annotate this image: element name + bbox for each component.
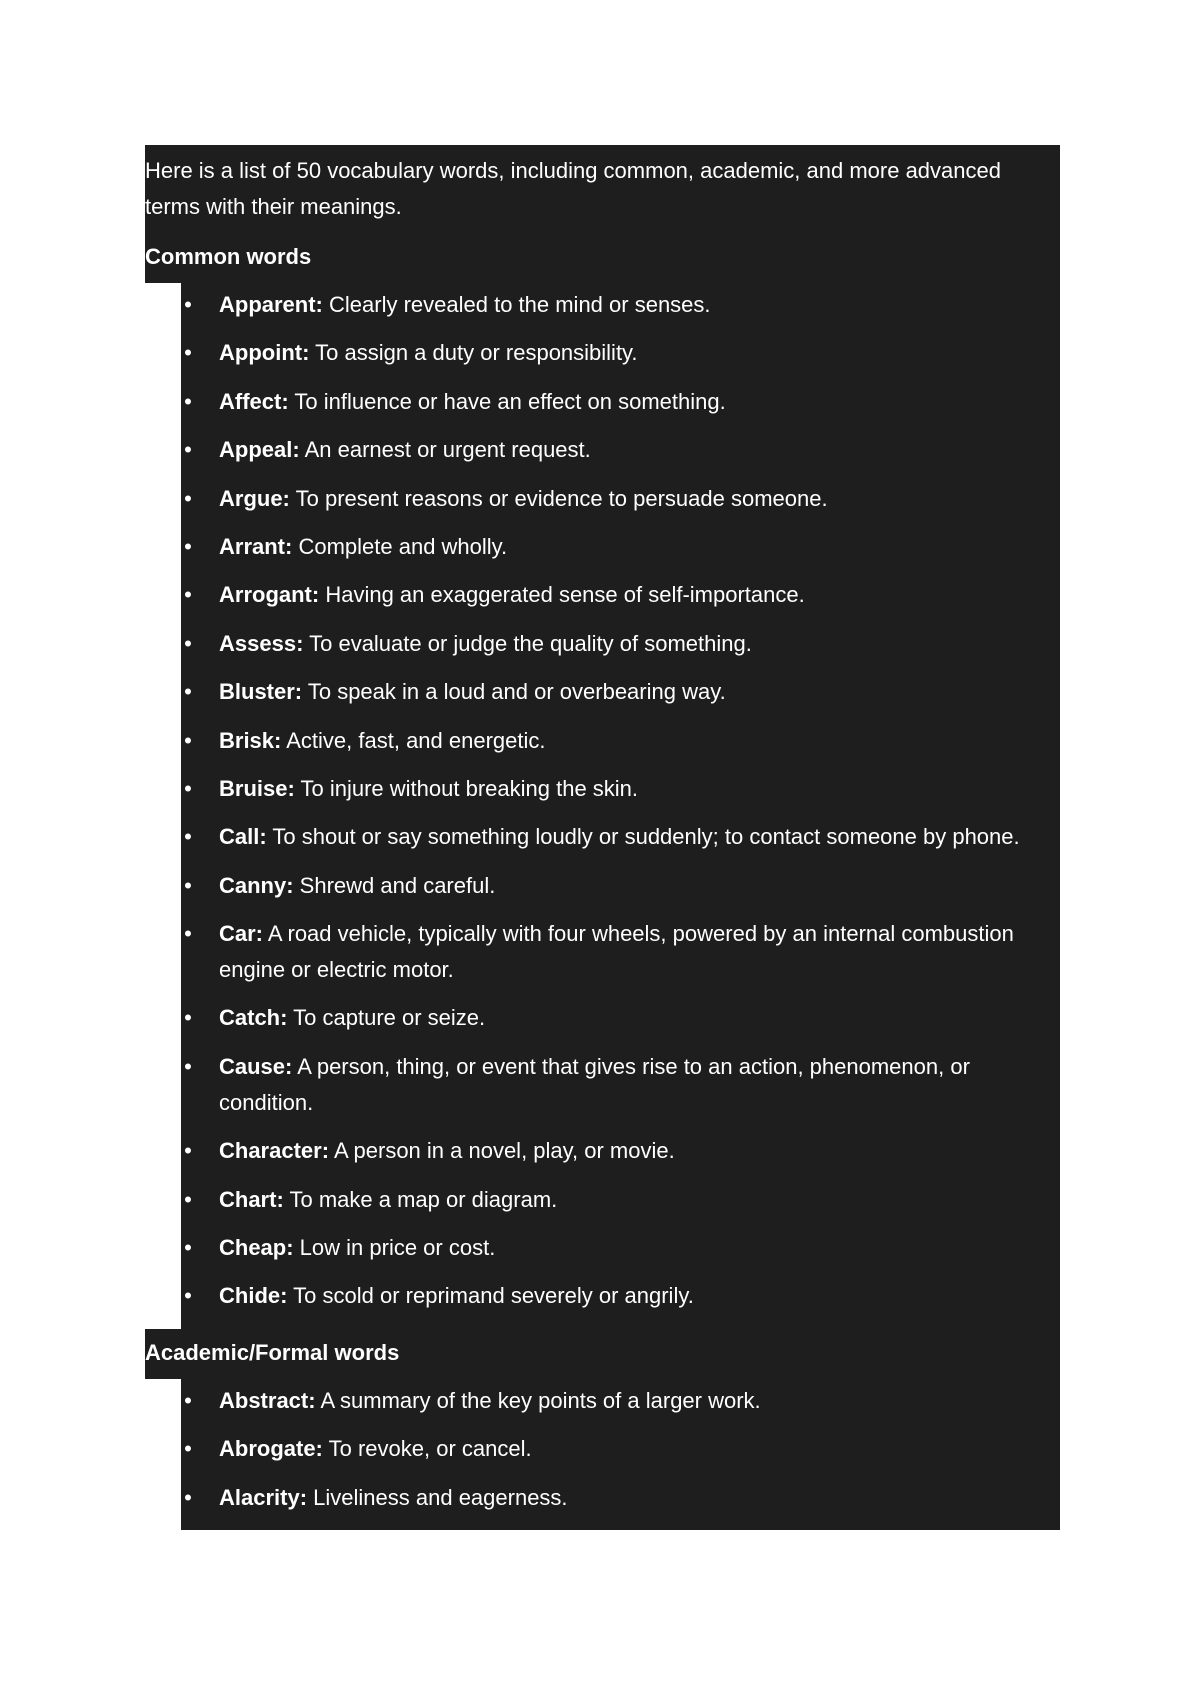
bullet-icon: •: [184, 485, 192, 511]
vocab-list-item: [181, 1133, 1060, 1169]
vocab-term: Chart:: [219, 1186, 284, 1212]
bullet-icon: •: [184, 1387, 192, 1413]
vocab-definition: To evaluate or judge the quality of something.: [303, 630, 752, 656]
vocab-list-item: [181, 1480, 1060, 1516]
vocab-definition: A person in a novel, play, or movie.: [329, 1138, 675, 1164]
vocab-list-item: [181, 723, 1060, 759]
bullet-icon: •: [184, 775, 192, 801]
bullet-icon: •: [184, 533, 192, 559]
vocab-list-item: [181, 1383, 1060, 1419]
bullet-icon: •: [184, 1053, 192, 1079]
bullet-icon: •: [184, 1186, 192, 1212]
vocab-list-item: [181, 1278, 1060, 1314]
vocab-term: Argue:: [219, 485, 290, 511]
academic-words-list: [181, 1379, 1060, 1530]
section-heading-academic: [145, 1329, 1060, 1379]
vocab-term: Arrogant:: [219, 582, 320, 608]
vocab-definition: A summary of the key points of a larger work.: [315, 1387, 761, 1413]
vocab-definition: Low in price or cost.: [293, 1235, 496, 1261]
vocab-definition: To make a map or diagram.: [283, 1186, 558, 1212]
bullet-icon: •: [184, 1235, 192, 1261]
vocab-list-item: [181, 384, 1060, 420]
vocab-list-item: [181, 1182, 1060, 1218]
vocab-list-item: [181, 1049, 1060, 1121]
vocab-term: Cheap:: [219, 1235, 294, 1261]
vocab-term: Car:: [219, 921, 264, 947]
vocab-list-item: [181, 916, 1060, 988]
vocab-term: Assess:: [219, 630, 304, 656]
vocab-term: Bluster:: [219, 679, 303, 705]
vocab-definition: Liveliness and eagerness.: [307, 1484, 568, 1510]
section-heading-common: [145, 233, 1060, 283]
vocab-term: Call:: [219, 824, 267, 850]
vocab-list-item: [181, 771, 1060, 807]
bullet-icon: •: [184, 872, 192, 898]
intro-paragraph: Here is a list of 50 vocabulary words, including common, academic, and more advanced terms with their meanings.: [145, 145, 1060, 233]
vocab-term: Appeal:: [219, 437, 300, 463]
vocab-definition: To shout or say something loudly or suddenly; to contact someone by phone.: [266, 824, 1020, 850]
vocab-list-item: [181, 577, 1060, 613]
bullet-icon: •: [184, 388, 192, 414]
vocab-list-item: [181, 1431, 1060, 1467]
section-heading-text: Common words: [145, 244, 312, 269]
bullet-icon: •: [184, 1436, 192, 1462]
vocab-list-item: [181, 1000, 1060, 1036]
vocab-term: Bruise:: [219, 775, 295, 801]
bullet-icon: •: [184, 679, 192, 705]
vocab-definition: Complete and wholly.: [292, 533, 508, 559]
vocab-list-item: [181, 819, 1060, 855]
bullet-icon: •: [184, 582, 192, 608]
vocab-list-item: [181, 868, 1060, 904]
vocab-term: Cause:: [219, 1053, 293, 1079]
vocab-list-item: [181, 287, 1060, 323]
vocab-term: Alacrity:: [219, 1484, 308, 1510]
vocab-term: Character:: [219, 1138, 330, 1164]
bullet-icon: •: [184, 630, 192, 656]
bullet-icon: •: [184, 727, 192, 753]
vocab-term: Arrant:: [219, 533, 293, 559]
vocab-definition: A road vehicle, typically with four wheels, powered by an internal combustion engine or electric motor.: [219, 921, 1014, 983]
vocab-definition: To injure without breaking the skin.: [294, 775, 639, 801]
bullet-icon: •: [184, 1484, 192, 1510]
vocab-term: Abstract:: [219, 1387, 316, 1413]
vocab-list-item: [181, 626, 1060, 662]
vocab-term: Appoint:: [219, 340, 310, 366]
bullet-icon: •: [184, 824, 192, 850]
vocab-list-item: [181, 1230, 1060, 1266]
bullet-icon: •: [184, 1283, 192, 1309]
vocab-term: Abrogate:: [219, 1436, 323, 1462]
vocab-list-item: [181, 529, 1060, 565]
vocab-definition: To scold or reprimand severely or angrily.: [287, 1283, 694, 1309]
vocab-definition: A person, thing, or event that gives rise to an action, phenomenon, or condition.: [219, 1053, 970, 1115]
bullet-icon: •: [184, 340, 192, 366]
vocab-definition: To capture or seize.: [287, 1005, 486, 1031]
vocab-term: Brisk:: [219, 727, 282, 753]
vocab-term: Canny:: [219, 872, 294, 898]
bullet-icon: •: [184, 1138, 192, 1164]
bullet-icon: •: [184, 1005, 192, 1031]
vocab-definition: Clearly revealed to the mind or senses.: [322, 292, 711, 317]
vocab-list-item: [181, 674, 1060, 710]
section-heading-text: Academic/Formal words: [145, 1339, 400, 1365]
common-words-list: [181, 283, 1060, 1329]
bullet-icon: •: [184, 292, 192, 317]
vocab-definition: An earnest or urgent request.: [299, 437, 591, 463]
document-page: [145, 145, 1060, 1530]
vocab-definition: Having an exaggerated sense of self-importance.: [319, 582, 805, 608]
vocab-term: Catch:: [219, 1005, 288, 1031]
vocab-list-item: [181, 481, 1060, 517]
bullet-icon: •: [184, 921, 192, 947]
vocab-definition: To revoke, or cancel.: [322, 1436, 532, 1462]
vocab-term: Apparent:: [219, 292, 323, 317]
vocab-term: Affect:: [219, 388, 289, 414]
vocab-definition: To present reasons or evidence to persuade someone.: [289, 485, 828, 511]
vocab-definition: To speak in a loud and or overbearing way.: [302, 679, 726, 705]
vocab-list-item: [181, 335, 1060, 371]
vocab-definition: To assign a duty or responsibility.: [309, 340, 638, 366]
vocab-list-item: [181, 432, 1060, 468]
vocab-term: Chide:: [219, 1283, 288, 1309]
vocab-definition: To influence or have an effect on something.: [288, 388, 726, 414]
vocab-definition: Shrewd and careful.: [293, 872, 496, 898]
vocab-definition: Active, fast, and energetic.: [281, 727, 546, 753]
bullet-icon: •: [184, 437, 192, 463]
